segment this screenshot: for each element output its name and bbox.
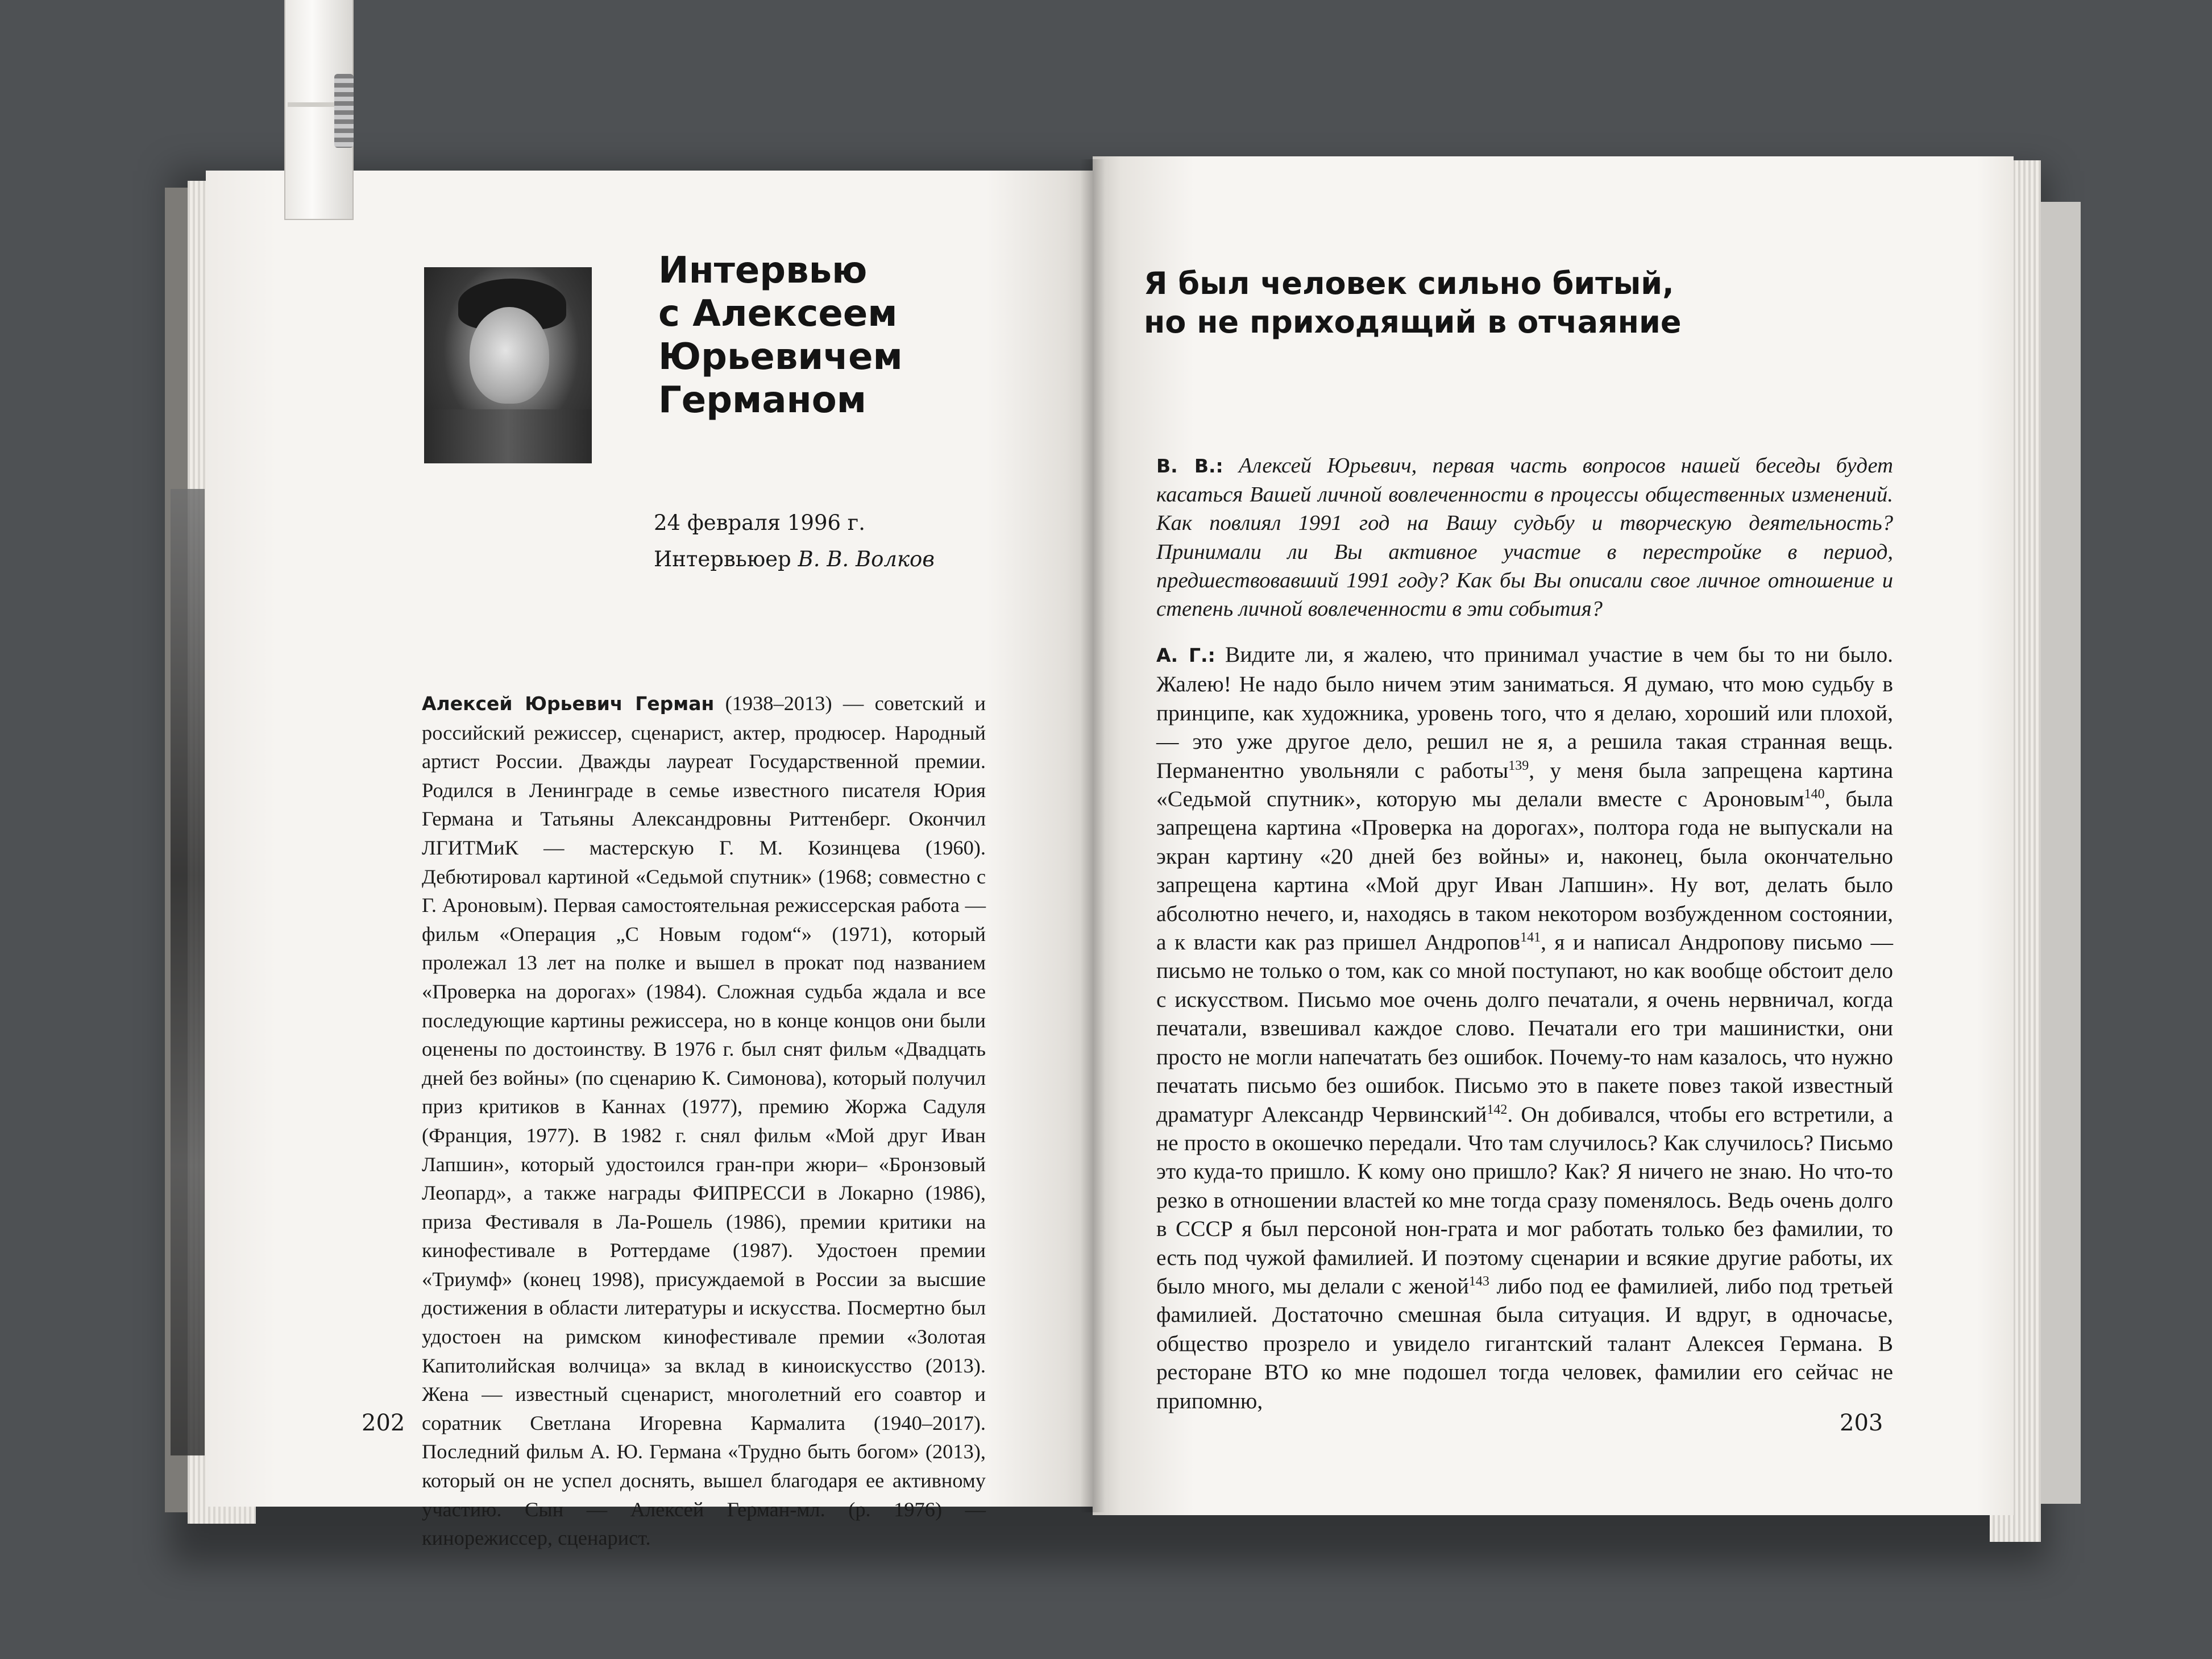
question-speaker: В. В.: [1156,455,1223,477]
interviewer-name: В. В. Волков [798,547,935,571]
footnote-ref: 141 [1520,930,1541,945]
clothespin-spring [334,74,354,148]
footnote-ref: 140 [1804,786,1825,802]
answer-text: , у меня была запрещена картина «Седьмой спутник», которую мы делали вместе с Ароновым [1156,757,1893,812]
page-edge-photo [171,489,205,1455]
page-number-right: 203 [1840,1410,1883,1436]
interviewer-line [654,547,935,571]
answer-text: , была запрещена картина «Проверка на дорогах», полтора года не выпускали на экран картину «20 дней без войны» и, наконец, была окончательно запрещена картина «Мой друг Иван Лапшин». Ну вот, делать было абсолютно нечего, и, находясь в таком некотором возбужденном состоянии, а к власти как раз пришел Андропов [1156,786,1893,955]
title-line: Юрьевичем [658,336,903,378]
show-through-right [1887,250,1973,648]
portrait-face [470,307,549,404]
portrait-body [424,409,592,463]
answer-text: Видите ли, я жалею, что принимал участие в чем бы то ни было. Жалею! Не надо было ничем этим заниматься. Я думаю, что мою судьбу в принципе, как художника, уровень того, что я делаю, хороший или плохой, — это уже другое дело, решил не я, а решила такая странная вещь. Перманентно увольняли с работы [1156,642,1893,783]
answer-text: , я и написал Андропову письмо — письмо не только о том, как со мной поступают, но как вообще обстоит дело с искусством. Письмо мое очень долго печатали, я очень нервничал, когда печатали, взвешивал каждое слово. Печатали его три машинистки, они просто не могли напечатать без ошибок. Почему-то нам казалось, что нужно печатать письмо без ошибок. Письмо это в пакете повез такой известный драматург Александр Червинский [1156,930,1893,1127]
answer-text: . Он добивался, чтобы его встретили, а не просто в окошечко передали. Что там случилось? Как случилось? Письмо это куда-то пришло. К кому оно пришло? Как? Я ничего не знаю. Но что-то резко в отношении властей ко мне тогда сразу поменялось. Ведь очень долго в СССР я был персоной нон-грата и мог работать только без фамилии, то есть под чужой фамилией. И поэтому сценарии и всякие другие работы, их было много, мы делали с женой [1156,1101,1894,1299]
footnote-ref: 139 [1508,758,1529,773]
book-gutter [1080,159,1105,1512]
portrait-photo [424,267,592,463]
page-number-left: 202 [362,1410,405,1436]
answer-text: либо под ее фамилией, либо под третьей фамилией. Достаточно смешная была ситуация. И вдруг, в одночасье, общество прозрело и увидело гигантский талант Алексея Германа. В ресторане ВТО ко мне подошел тогда человек, фамилии его сейчас не припомню, [1156,1273,1893,1413]
interviewer-label: Интервьюер [654,547,791,571]
bio-text: (1938–2013) — советский и российский режиссер, сценарист, актер, продюсер. Народный артист России. Дважды лауреат Государственной премии. Родился в Ленинграде в семье известного писателя Юрия Германа и Татьяны Александровны Риттенберг. Окончил ЛГИТМиК — мастерскую Г. М. Козинцева (1960). Дебютировал картиной «Седьмой спутник» (1968; совместно с Г. Ароновым). Первая самостоятельная режиссерская работа — фильм «Операция „С Новым годом“» (1971), который пролежал 13 лет на полке и вышел в прокат под названием «Проверка на дорогах» (1984). Сложная судьба ждала и все последующие картины режиссера, но в конце концов они были оценены по достоинству. В 1976 г. был снят фильм «Двадцать дней без войны» (по сценарию К. Симонова), который получил приз критиков в Каннах (1977), премию Жоржа Садуля (Франция, 1977). В 1982 г. снял фильм «Мой друг Иван Лапшин», который удостоился гран-при жюри– «Бронзовый Леопард», а также награды ФИПРЕССИ в Локарно (1986), приза Фестиваля в Ла-Рошель (1986), премии критики на кинофестивале в Роттердаме (1987). Удостоен премии «Триумф» (конец 1998), присуждаемой в России за высшие достижения в области литературы и искусства. Посмертно был удостоен на римском кинофестивале премии «Золотая Капитолийская волчица» за вклад в киноискусство (2013). Жена — известный сценарист, многолетний его соавтор и соратник Светлана Игоревна Кармалита (1940–2017). Последний фильм А. Ю. Германа «Трудно быть богом» (2013), который он не успел доснять, вышел благодаря ее активному участию. Сын — Алексей Герман-мл. (р. 1976) — кинорежиссер, сценарист. [422,692,986,1550]
footnote-ref: 142 [1487,1102,1508,1117]
chapter-title [1144,264,1883,342]
answer-speaker: А. Г.: [1156,644,1215,666]
title-line: с Алексеем [658,293,898,335]
title-line: Интервью [658,250,868,292]
chapter-title-line: Я был человек сильно битый, [1144,266,1674,301]
question-paragraph [1156,451,1893,623]
footnote-ref: 143 [1468,1274,1489,1289]
answer-paragraph [1156,640,1893,1415]
chapter-title-line: но не приходящий в отчаяние [1144,304,1682,340]
title-line: Германом [658,379,866,421]
interview-date: 24 февраля 1996 г. [654,511,865,535]
question-text: Алексей Юрьевич, первая часть вопросов нашей беседы будет касаться Вашей личной вовлеченности в процессы общественных изменений. Как повлиял 1991 год на Вашу судьбу и творческую деятельность? Принимали ли Вы активное участие в перестройке в период, предшествовавший 1991 году? Как бы Вы описали свое личное отношение и степень личной вовлеченности в эти события? [1156,454,1893,621]
interview-title [658,249,1011,422]
bio-name: Алексей Юрьевич Герман [422,692,715,715]
biography-paragraph [422,689,986,1553]
